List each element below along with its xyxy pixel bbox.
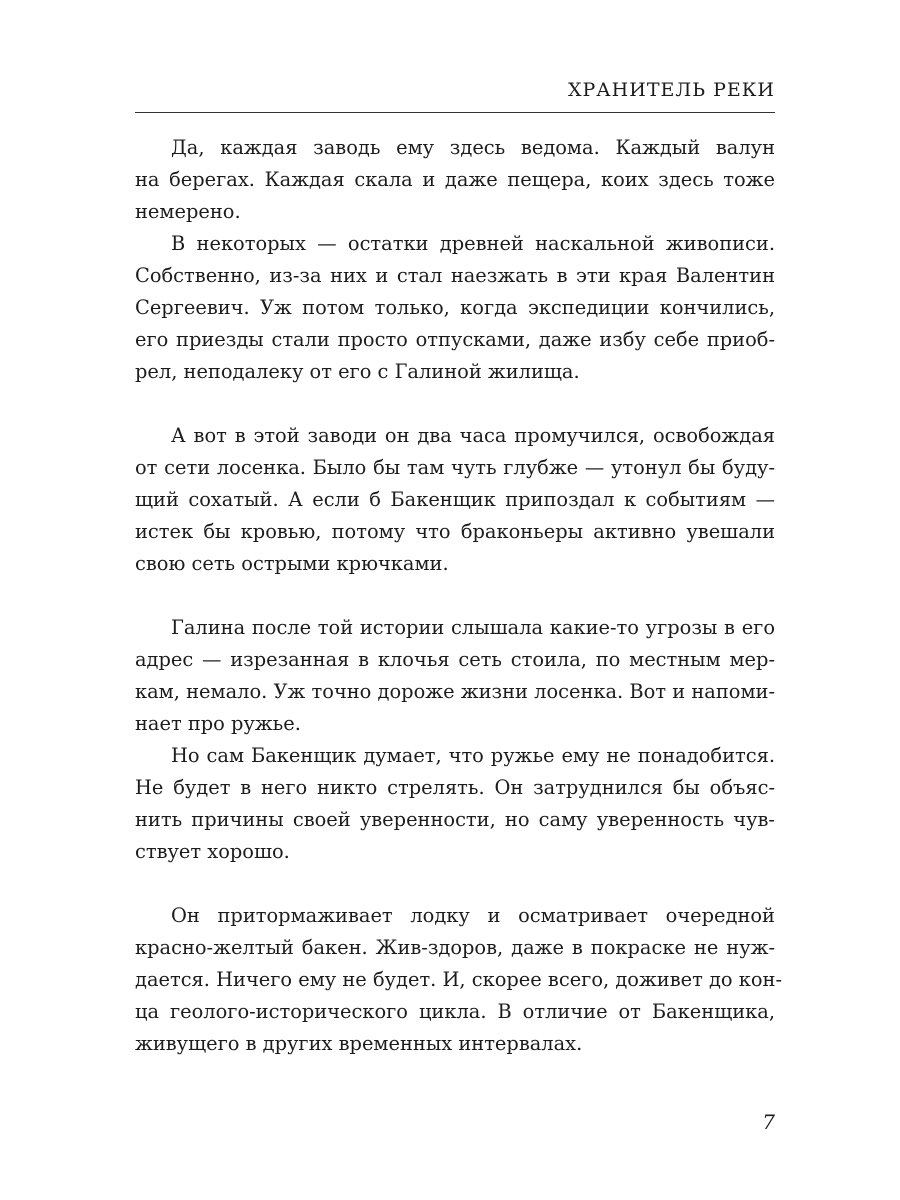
text-line: Но сам Бакенщик думает, что ружье ему не понадобится. bbox=[171, 744, 775, 767]
paragraph-2 bbox=[135, 228, 775, 388]
text-line: ца геолого-исторического цикла. В отличие от Бакенщика, bbox=[135, 1000, 775, 1023]
paragraph-6 bbox=[135, 900, 783, 1060]
text-line: нить причины своей уверенности, но саму уверенность чув- bbox=[135, 808, 775, 831]
paragraph-1 bbox=[135, 132, 775, 228]
text-line: его приезды стали просто отпусками, даже избу себе приоб- bbox=[135, 328, 775, 351]
text-line: Галина после той истории слышала какие-то угрозы в его bbox=[171, 616, 775, 639]
text-line: ствует хорошо. bbox=[135, 840, 290, 863]
text-line: дается. Ничего ему не будет. И, скорее всего, доживет до кон- bbox=[135, 968, 783, 991]
text-line: В некоторых — остатки древней наскальной живописи. bbox=[171, 232, 775, 255]
text-line: Да, каждая заводь ему здесь ведома. Каждый валун bbox=[171, 136, 775, 159]
paragraph-4 bbox=[135, 612, 775, 740]
text-line: истек бы кровью, потому что браконьеры активно увешали bbox=[135, 520, 775, 543]
text-line: адрес — изрезанная в клочья сеть стоила, по местным мер- bbox=[135, 648, 775, 671]
text-line: Он притормаживает лодку и осматривает очередной bbox=[171, 904, 775, 927]
text-line: от сети лосенка. Было бы там чуть глубже — утонул бы буду- bbox=[135, 456, 775, 479]
text-line: рел, неподалеку от его с Галиной жилища. bbox=[135, 360, 580, 383]
paragraph-gap bbox=[135, 868, 775, 900]
running-head-title: ХРАНИТЕЛЬ РЕКИ bbox=[567, 79, 775, 101]
paragraph-gap bbox=[135, 580, 775, 612]
text-line: А вот в этой заводи он два часа промучился, освобождая bbox=[171, 424, 775, 447]
text-line: кам, немало. Уж точно дороже жизни лосенка. Вот и напоми- bbox=[135, 680, 775, 703]
text-line: нает про ружье. bbox=[135, 712, 301, 735]
body-text bbox=[135, 132, 783, 1060]
paragraph-gap bbox=[135, 388, 775, 420]
text-line: Собственно, из-за них и стал наезжать в эти края Валентин bbox=[135, 264, 775, 287]
paragraph-5 bbox=[135, 740, 775, 868]
text-line: свою сеть острыми крючками. bbox=[135, 552, 449, 575]
paragraph-3 bbox=[135, 420, 775, 580]
text-line: красно-желтый бакен. Жив-здоров, даже в покраске не нуж- bbox=[135, 936, 775, 959]
text-line: щий сохатый. А если б Бакенщик припоздал к событиям — bbox=[135, 488, 775, 511]
page-number: 7 bbox=[762, 1110, 775, 1134]
text-line: немерено. bbox=[135, 200, 241, 223]
text-line: живущего в других временных интервалах. bbox=[135, 1032, 583, 1055]
text-line: Сергеевич. Уж потом только, когда экспедиции кончились, bbox=[135, 296, 775, 319]
text-line: Не будет в него никто стрелять. Он затруднился бы объяс- bbox=[135, 776, 775, 799]
header-rule bbox=[135, 112, 775, 113]
text-line: на берегах. Каждая скала и даже пещера, коих здесь тоже bbox=[135, 168, 775, 191]
